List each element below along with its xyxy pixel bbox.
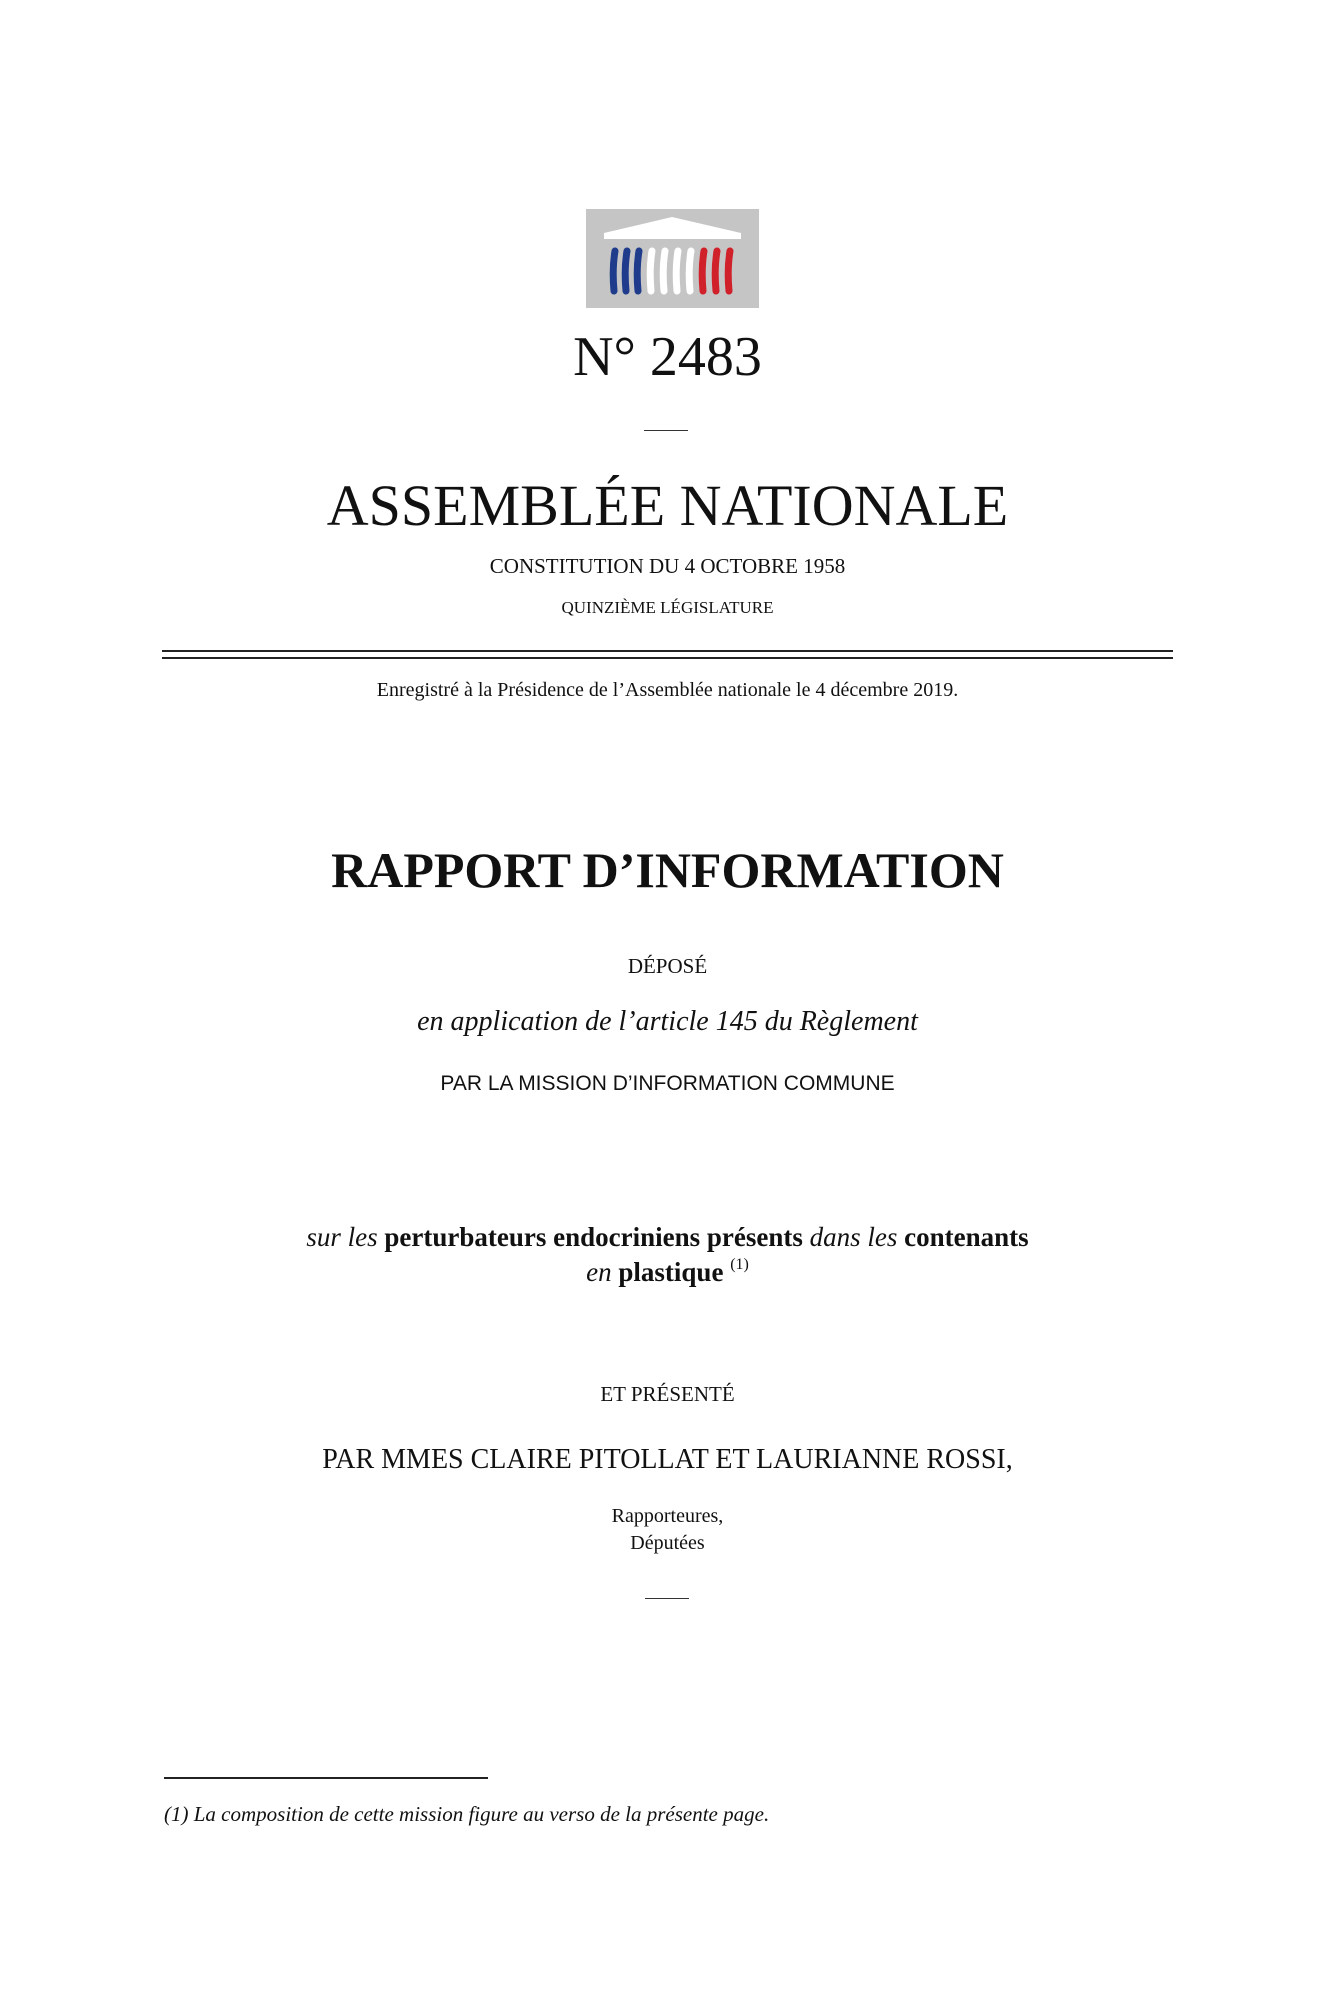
mission-line: PAR LA MISSION D’INFORMATION COMMUNE — [440, 1072, 895, 1095]
short-divider — [644, 430, 688, 431]
subject-dans-les: dans les — [809, 1222, 898, 1252]
assemblee-nationale-logo-icon — [586, 209, 759, 308]
subject-topic: perturbateurs endocriniens présents — [384, 1222, 803, 1252]
application-line: en application de l’article 145 du Règlement — [417, 1006, 918, 1037]
short-divider — [645, 1598, 689, 1599]
report-title: RAPPORT D’INFORMATION — [331, 842, 1004, 898]
document-number: N° 2483 — [573, 326, 762, 388]
double-divider — [162, 650, 1173, 659]
footnote-divider — [164, 1777, 488, 1779]
subject-line-1 — [0, 1220, 1335, 1254]
presente-label: ET PRÉSENTÉ — [600, 1382, 735, 1406]
depose-label: DÉPOSÉ — [627, 954, 708, 978]
footnote-text: (1) La composition de cette mission figure au verso de la présente page. — [164, 1802, 770, 1826]
constitution-line: CONSTITUTION DU 4 OCTOBRE 1958 — [489, 554, 846, 578]
assembly-title: ASSEMBLÉE NATIONALE — [326, 473, 1009, 538]
subject-contenants: contenants — [904, 1222, 1029, 1252]
registration-notice: Enregistré à la Présidence de l’Assemblée nationale le 4 décembre 2019. — [376, 679, 959, 701]
footnote-mark: (1) — [730, 1256, 749, 1273]
role-rapporteures: Rapporteures, — [611, 1505, 724, 1527]
subject-sur-les: sur les — [306, 1222, 378, 1252]
subject-line-2 — [0, 1255, 1335, 1289]
subject-en: en — [586, 1257, 612, 1287]
legislature-line: QUINZIÈME LÉGISLATURE — [561, 598, 774, 617]
role-deputees: Députées — [630, 1532, 705, 1554]
presenters-line: PAR MMES CLAIRE PITOLLAT ET LAURIANNE ROSSI, — [322, 1444, 1013, 1475]
subject-plastique: plastique — [618, 1257, 724, 1287]
